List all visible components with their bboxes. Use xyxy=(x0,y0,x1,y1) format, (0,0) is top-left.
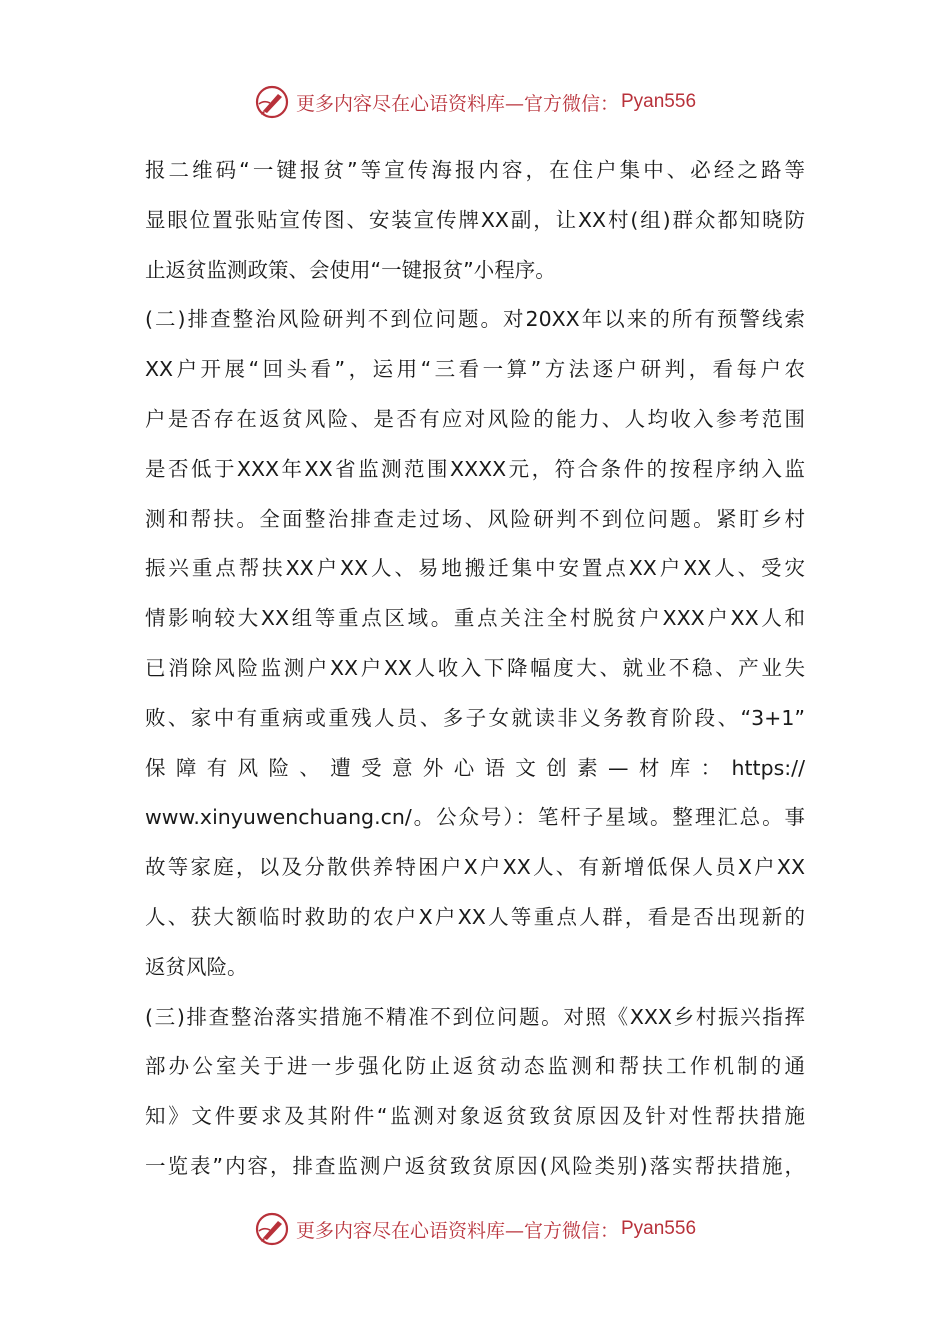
body-text-line: 返贫风险。 xyxy=(145,954,248,979)
body-text-line: 振兴重点帮扶XX户XX人、易地搬迁集中安置点XX户XX人、受灾 xyxy=(145,556,805,581)
body-text-line: 知》文件要求及其附件“监测对象返贫致贫原因及针对性帮扶措施 xyxy=(145,1104,805,1129)
body-text-line: 是否低于XXX年XX省监测范围XXXX元，符合条件的按程序纳入监 xyxy=(145,456,805,481)
body-text-line: XX户开展“回头看”，运用“三看一算”方法逐户研判，看每户农 xyxy=(145,357,805,382)
body-text-line: 人、获大额临时救助的农户X户XX人等重点人群，看是否出现新的 xyxy=(145,904,805,929)
body-text-line: 一览表”内容，排查监测户返贫致贫原因(风险类别)落实帮扶措施， xyxy=(145,1153,805,1178)
document-body xyxy=(145,146,805,1192)
body-text-line: 止返贫监测政策、会使用“一键报贫”小程序。 xyxy=(145,257,556,282)
pen-logo-icon xyxy=(254,1211,290,1247)
body-text-line: 已消除风险监测户XX户XX人收入下降幅度大、就业不稳、产业失 xyxy=(145,655,805,680)
body-text-line: 保障有风险、遭受意外心语文创素—材库：https:// xyxy=(145,755,805,780)
body-text-line: 情影响较大XX组等重点区域。重点关注全村脱贫户XXX户XX人和 xyxy=(145,606,805,631)
body-text-line: 故等家庭，以及分散供养特困户X户XX人、有新增低保人员X户XX xyxy=(145,855,805,880)
header-banner xyxy=(0,82,950,122)
body-text-line: www.xinyuwenchuang.cn/。公众号）：笔杆子星域。整理汇总。事 xyxy=(145,805,805,830)
body-text-line: 显眼位置张贴宣传图、安装宣传牌XX副，让XX村(组)群众都知晓防 xyxy=(145,207,805,232)
pen-logo-icon xyxy=(254,84,290,120)
footer-banner-text: 更多内容尽在心语资料库—官方微信： xyxy=(295,1219,619,1242)
footer-wechat-id: Pyan556 xyxy=(621,1218,697,1239)
body-text-line: (二)排查整治风险研判不到位问题。对20XX年以来的所有预警线索 xyxy=(145,307,805,332)
body-text-line: 部办公室关于进一步强化防止返贫动态监测和帮扶工作机制的通 xyxy=(145,1054,805,1079)
body-text-line: 败、家中有重病或重残人员、多子女就读非义务教育阶段、“3+1” xyxy=(145,705,805,730)
body-text-line: 测和帮扶。全面整治排查走过场、风险研判不到位问题。紧盯乡村 xyxy=(145,506,805,531)
footer-banner xyxy=(0,1209,950,1249)
body-text-line: 报二维码“一键报贫”等宣传海报内容，在住户集中、必经之路等 xyxy=(145,158,805,182)
header-banner-text: 更多内容尽在心语资料库—官方微信： xyxy=(295,92,619,115)
body-text-line: (三)排查整治落实措施不精准不到位问题。对照《XXX乡村振兴指挥 xyxy=(145,1004,805,1029)
header-wechat-id: Pyan556 xyxy=(621,91,697,112)
body-text-line: 户是否存在返贫风险、是否有应对风险的能力、人均收入参考范围 xyxy=(145,406,805,431)
